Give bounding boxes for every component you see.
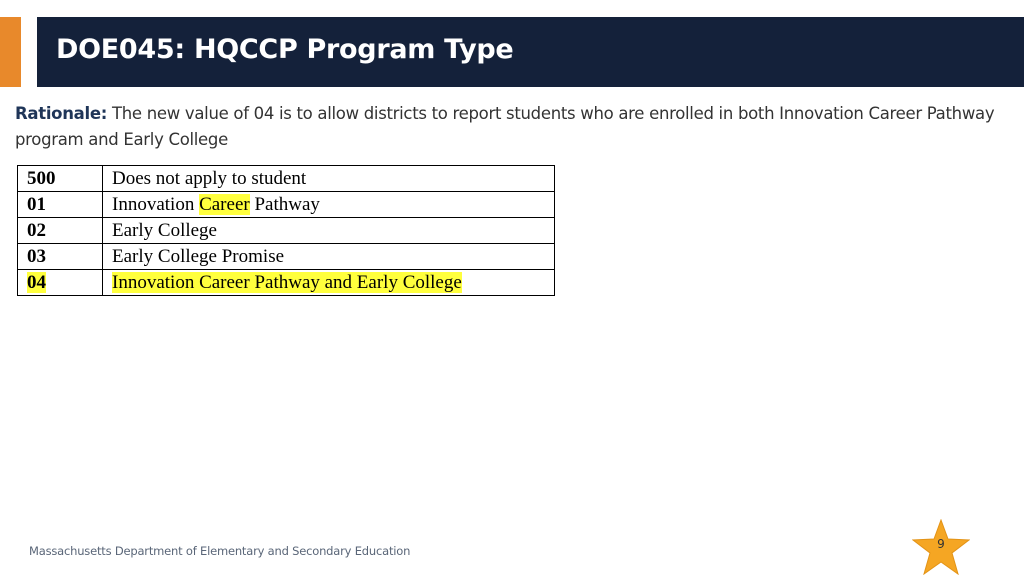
description-cell bbox=[103, 192, 555, 218]
rationale-paragraph bbox=[15, 101, 1005, 153]
code-cell: 03 bbox=[18, 244, 103, 270]
description-cell bbox=[103, 270, 555, 296]
code-cell: 01 bbox=[18, 192, 103, 218]
highlighted-text: Career bbox=[199, 194, 250, 215]
table-row bbox=[18, 218, 555, 244]
page-number: 9 bbox=[937, 537, 945, 551]
highlighted-text: Innovation Career Pathway and Early College bbox=[112, 272, 462, 293]
table-row bbox=[18, 270, 555, 296]
title-accent-bar bbox=[0, 17, 21, 87]
description-cell: Early College bbox=[103, 218, 555, 244]
rationale-label: Rationale: bbox=[15, 104, 108, 123]
table-row bbox=[18, 192, 555, 218]
description-text: Pathway bbox=[249, 194, 320, 215]
table-row bbox=[18, 166, 555, 192]
description-text: Innovation bbox=[112, 194, 200, 215]
program-type-table bbox=[17, 165, 555, 296]
description-cell: Does not apply to student bbox=[103, 166, 555, 192]
code-cell: 02 bbox=[18, 218, 103, 244]
code-cell bbox=[18, 270, 103, 296]
table-row bbox=[18, 244, 555, 270]
description-cell: Early College Promise bbox=[103, 244, 555, 270]
code-cell: 500 bbox=[18, 166, 103, 192]
page-title: DOE045: HQCCP Program Type bbox=[56, 34, 514, 65]
title-bar bbox=[37, 17, 1024, 87]
highlighted-code: 04 bbox=[27, 272, 46, 293]
footer-organization: Massachusetts Department of Elementary and Secondary Education bbox=[29, 544, 411, 558]
rationale-text: The new value of 04 is to allow districts to report students who are enrolled in both Innovation Career Pathway program and Early College bbox=[15, 104, 995, 149]
